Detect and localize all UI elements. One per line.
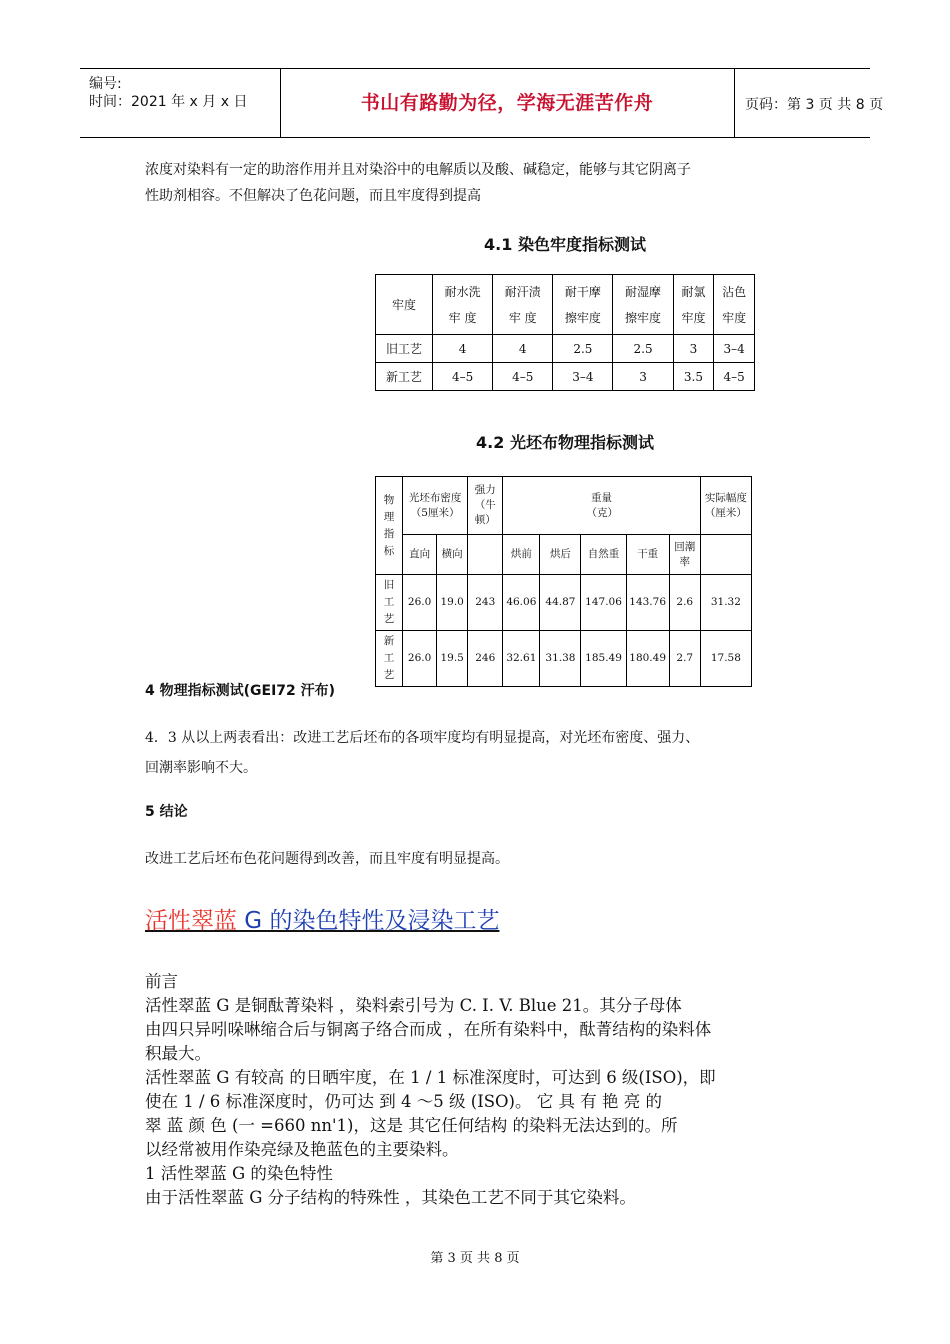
para43-line-1: 4．3 从以上两表看出：改进工艺后坯布的各项牢度均有明显提高，对光坯布密度、强力、 — [145, 730, 700, 746]
row-label: 新工艺 — [376, 363, 433, 391]
page-footer: 第 3 页 共 8 页 — [430, 1251, 520, 1266]
body2-line-5: 活性翠蓝 G 有较高 的日晒牢度，在 1 / 1 标准深度时，可达到 6 级(ISO)，即 — [145, 1068, 716, 1087]
fastness-table — [375, 274, 755, 391]
page-header — [80, 68, 884, 138]
table-cell: 147.06 — [581, 575, 626, 631]
table1-header: 耐干摩 擦牢度 — [553, 275, 613, 335]
table-cell: 3 — [673, 335, 714, 363]
table-cell: 26.0 — [403, 631, 437, 687]
time-label: 时间：2021 年 x 月 x 日 — [89, 94, 248, 110]
table-row — [376, 363, 755, 391]
number-label: 编号: — [89, 76, 122, 92]
table1-header: 沾色 牢度 — [714, 275, 755, 335]
article-title-part2[interactable]: G 的染色特性及浸染工艺 — [237, 908, 500, 934]
body2-line-8: 以经常被用作染亮绿及艳蓝色的主要染料。 — [145, 1140, 459, 1159]
section4-heading: 4 物理指标测试(GEI72 汗布) — [145, 683, 336, 699]
table-cell: 246 — [468, 631, 503, 687]
table-cell: 17.58 — [700, 631, 751, 687]
article-title[interactable] — [145, 902, 499, 935]
row-label: 新工艺 — [376, 631, 403, 687]
table-cell: 3–4 — [553, 363, 613, 391]
table2-strength-header: 强力（牛顿） — [468, 477, 503, 535]
header-motto: 书山有路勤为径，学海无涯苦作舟 — [360, 92, 654, 114]
intro-line-1: 浓度对染料有一定的助溶作用并且对染浴中的电解质以及酸、碱稳定，能够与其它阴离子 — [145, 162, 691, 178]
body2-line-3: 由四只异吲哚啉缩合后与铜离子络合而成 ，在所有染料中，酞菁结构的染料体 — [145, 1020, 712, 1039]
article-title-part1[interactable]: 活性翠蓝 — [145, 908, 237, 934]
table1-title: 4.1 染色牢度指标测试 — [484, 235, 646, 254]
table-cell: 4 — [493, 335, 553, 363]
table2-subheader: 回潮率 — [669, 535, 700, 575]
body2-line-2: 活性翠蓝 G 是铜酞菁染料 ，染料索引号为 C. I. V. Blue 21。其分子母体 — [145, 996, 682, 1015]
table-row — [376, 575, 752, 631]
table-row — [376, 335, 755, 363]
table2-subheader-empty — [700, 535, 751, 575]
table-cell: 2.5 — [613, 335, 673, 363]
table-cell: 243 — [468, 575, 503, 631]
table-cell: 19.5 — [437, 631, 468, 687]
table2-density-header: 光坯布密度（5厘米） — [403, 477, 468, 535]
page-info: 页码：第 3 页 共 8 页 — [745, 97, 884, 113]
table-cell: 32.61 — [503, 631, 540, 687]
table2-subheader: 直向 — [403, 535, 437, 575]
table-cell: 4–5 — [714, 363, 755, 391]
table1-corner: 牢度 — [376, 275, 433, 335]
intro-line-2: 性助剂相容。不但解决了色花问题，而且牢度得到提高 — [145, 188, 481, 204]
table-row — [376, 631, 752, 687]
table-cell: 19.0 — [437, 575, 468, 631]
body2-line-10: 由于活性翠蓝 G 分子结构的特殊性 ，其染色工艺不同于其它染料。 — [145, 1188, 636, 1207]
table2-subheader: 自然重 — [581, 535, 626, 575]
table2-subheader: 干重 — [626, 535, 669, 575]
table-cell: 3.5 — [673, 363, 714, 391]
table2-subheader: 烘前 — [503, 535, 540, 575]
table-cell: 180.49 — [626, 631, 669, 687]
table2-width-header: 实际幅度（厘米） — [700, 477, 751, 535]
table1-header: 耐汗渍 牢 度 — [493, 275, 553, 335]
table-cell: 4 — [433, 335, 493, 363]
table2-subheader: 横向 — [437, 535, 468, 575]
table1-header: 耐湿摩 擦牢度 — [613, 275, 673, 335]
table-cell: 2.6 — [669, 575, 700, 631]
table1-header: 耐氯 牢度 — [673, 275, 714, 335]
table-cell: 46.06 — [503, 575, 540, 631]
table-cell: 4–5 — [493, 363, 553, 391]
table-cell: 2.5 — [553, 335, 613, 363]
body2-line-6: 使在 1 / 6 标准深度时，仍可达 到 4 ～5 级 (ISO)。 它 具 有 艳 亮 的 — [145, 1092, 662, 1111]
table-cell: 26.0 — [403, 575, 437, 631]
table2-weight-header: 重量（克） — [503, 477, 700, 535]
table-cell: 44.87 — [540, 575, 581, 631]
row-label: 旧工艺 — [376, 575, 403, 631]
header-right-cell — [734, 69, 884, 137]
physical-index-table — [375, 476, 752, 687]
table-cell: 2.7 — [669, 631, 700, 687]
body2-line-4: 积最大。 — [145, 1044, 211, 1063]
table-cell: 185.49 — [581, 631, 626, 687]
para43-line-2: 回潮率影响不大。 — [145, 760, 257, 776]
header-left-cell — [80, 69, 281, 137]
table2-subheader: 烘后 — [540, 535, 581, 575]
row-label: 旧工艺 — [376, 335, 433, 363]
table-cell: 4–5 — [433, 363, 493, 391]
table2-subheader-empty — [468, 535, 503, 575]
table-cell: 31.38 — [540, 631, 581, 687]
body2-line-7: 翠 蓝 颜 色 (一 =660 nn'1)，这是 其它任何结构 的染料无法达到的。所 — [145, 1116, 678, 1135]
body2-line-1: 前言 — [145, 972, 178, 991]
table-cell: 3 — [613, 363, 673, 391]
section5-heading: 5 结论 — [145, 804, 188, 820]
table2-index-header: 物理指标 — [376, 477, 403, 575]
table1-header: 耐水洗 牢 度 — [433, 275, 493, 335]
conclusion-text: 改进工艺后坯布色花问题得到改善，而且牢度有明显提高。 — [145, 851, 509, 867]
table-cell: 31.32 — [700, 575, 751, 631]
table2-title: 4.2 光坯布物理指标测试 — [476, 433, 654, 452]
table-cell: 143.76 — [626, 575, 669, 631]
body2-line-9: 1 活性翠蓝 G 的染色特性 — [145, 1164, 333, 1183]
table-cell: 3–4 — [714, 335, 755, 363]
